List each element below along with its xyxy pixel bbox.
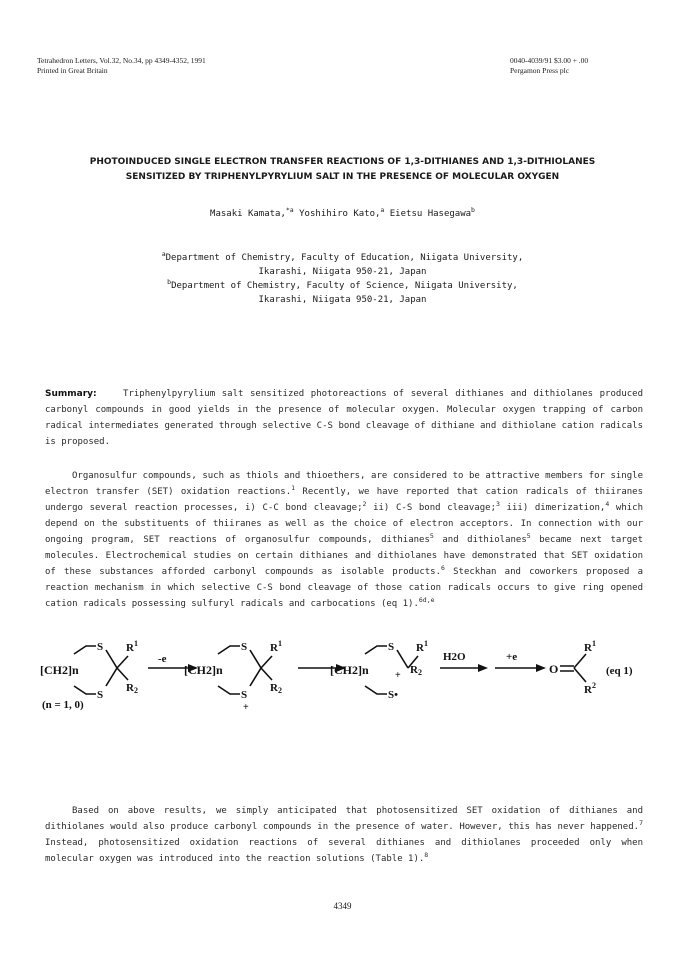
ref-3: 3 (495, 500, 500, 508)
ring1-sulfur-bonds (106, 650, 117, 686)
intro-paragraph: Organosulfur compounds, such as thiols and thioethers, are considered to be attractive members for single electron transfer (SET) oxidation reactions.$^1$ Recently, we have reported that cation radicals of thiiranes undergo several reaction processes, i) C-C bond cleavage;$^2$ ii) C-S bond cleavage;$^3$ iii) dimerization,$^4$ which depend on the substituents of thiiranes as well as the choice of electron acceptors. In connection with our ongoing program, SET reactions of organosulfur compounds, dithianes$^5$ and dithiolanes$^5$ became next target molecules. Electrochemical studies on certain dithianes and dithiolanes have demonstrated that SET oxidation of these substances afforded carbonyl compounds as isolable products.$^6$ Steckhan and coworkers proposed a reaction mechanism in which selective C-S bond cleavage of those cation radicals occurs to give ring opened cation radicals possessing sulfuryl radicals and carbocations (eq 1).$^{6d,e}$ (45, 471, 643, 609)
carbonyl-double-bond (560, 666, 574, 671)
paper-title (0, 155, 685, 185)
results-paragraph: Based on above results, we simply anticipated that photosensitized SET oxidation of dithianes and dithiolanes would also produce carbonyl compounds in the presence of water. However, this has never happened.$^7$ Instead, photosensitized oxidation reactions of several dithianes and dithiolanes proceeded only when molecular oxygen was introduced into the reaction solutions (Table 1).$^8$ (45, 806, 643, 864)
ring1-bottom-bond (74, 686, 96, 694)
ring1-r1-bond (117, 656, 128, 668)
journal-citation: Tetrahedron Letters, Vol.32, No.34, pp 4349-4352, 1991 (37, 56, 206, 65)
ref-7: 7 (639, 819, 643, 827)
ring3-top-bond (365, 646, 387, 654)
ring2-ch2n: [CH2]n (184, 663, 223, 677)
author-list (0, 206, 685, 219)
ring1-r2: R (126, 682, 134, 694)
ring2-r2: R (270, 682, 278, 694)
ref-2: 2 (362, 500, 367, 508)
title-line-1: PHOTOINDUCED SINGLE ELECTRON TRANSFER REACTIONS OF 1,3-DITHIANES AND 1,3-DITHIOLANES (89, 157, 596, 167)
ring2-r1-bond (261, 656, 272, 668)
ref-1: 1 (291, 484, 296, 492)
affiliation-a-line-1: $^a$Department of Chemistry, Faculty of Education, Niigata University, (161, 250, 524, 263)
ref-8: 8 (424, 851, 429, 859)
author-hasegawa: Eietsu Hasegawa (389, 209, 472, 219)
equation-label: (eq 1) (606, 665, 633, 677)
carbonyl-r1-bond (574, 654, 586, 668)
product-r2: R (584, 684, 592, 696)
step-reduction: +e (506, 651, 518, 663)
ring1-s-top: S (97, 641, 104, 653)
summary-paragraph (45, 386, 643, 450)
affiliation-a-line-2: Ikarashi, Niigata 950-21, Japan (258, 267, 427, 277)
ring3-r1-sup: 1 (424, 639, 428, 648)
ring2-sulfur-bonds (250, 650, 261, 686)
ref-5a: 5 (429, 532, 434, 540)
ring3-r2-sub: 2 (418, 668, 422, 677)
ring1-ch2n: [CH2]n (40, 663, 79, 677)
ring2-r2-bond (261, 668, 272, 680)
ref-5b: 5 (526, 532, 531, 540)
ring3-bottom-bond (365, 686, 387, 694)
ring2-r1-sup: 1 (278, 639, 282, 648)
arrow-4-head (536, 664, 546, 672)
page-number: 4349 (333, 901, 352, 911)
ring2-top-bond (218, 646, 240, 654)
ring3-r2: R (410, 664, 418, 676)
running-header-left (37, 56, 206, 76)
author-kamata: Masaki Kamata, (210, 209, 286, 219)
ring3-s-radical: S• (388, 689, 398, 701)
product-r2-sup: 2 (592, 681, 596, 690)
ring3-cation: + (395, 670, 401, 681)
ring3-ch2n: [CH2]n (330, 663, 369, 677)
ring2-r1: R (270, 642, 278, 654)
affiliation-b-line-1: $^b$Department of Chemistry, Faculty of Science, Niigata University, (167, 278, 518, 291)
ring1-r2-sub: 2 (134, 686, 138, 695)
ring1-r1: R (126, 642, 134, 654)
carbonyl-r2-bond (574, 668, 586, 682)
ref-6: 6 (441, 564, 445, 572)
summary-text: Triphenylpyrylium salt sensitized photoreactions of several dithianes and dithiolanes produced carbonyl compounds in good yields in the presence of molecular oxygen. Molecular oxygen trapping of carbon radical intermediates generated through selective C-S bond cleavage of dithiane and dithiolane cation radicals is proposed. (45, 389, 643, 447)
author-kato: Yoshihiro Kato, (299, 209, 381, 219)
ring2-s-bottom: S (241, 689, 248, 701)
author-kato-affil: a (380, 206, 385, 214)
ring1-s-bottom: S (97, 689, 104, 701)
title-line-2: SENSITIZED BY TRIPHENYLPYRYLIUM SALT IN THE PRESENCE OF MOLECULAR OXYGEN (125, 172, 560, 182)
ring2-radical-cation: + (243, 702, 249, 713)
publisher: Pergamon Press plc (510, 66, 570, 75)
ring3-s-c-bond (397, 650, 408, 668)
step-oxidation: -e (158, 653, 167, 665)
ref-4: 4 (605, 500, 610, 508)
ring2-s-top: S (241, 641, 248, 653)
author-kamata-affil: *a (285, 206, 294, 214)
ring1-r1-sup: 1 (134, 639, 138, 648)
arrow-3-head (478, 664, 488, 672)
n-values: (n = 1, 0) (42, 699, 84, 711)
step-water: H2O (443, 651, 466, 663)
price-code: 0040-4039/91 $3.00 + .00 (510, 56, 589, 65)
product-r1-sup: 1 (592, 639, 596, 648)
affiliations (0, 251, 685, 307)
running-header-right (510, 56, 588, 76)
ring3-r1: R (416, 642, 424, 654)
ring2-r2-sub: 2 (278, 686, 282, 695)
ring3-s-top: S (388, 641, 395, 653)
ring2-bottom-bond (218, 686, 240, 694)
reaction-scheme-eq1 (40, 636, 650, 738)
ref-6de: 6d,e (418, 596, 435, 604)
ring1-top-bond (74, 646, 96, 654)
ring1-r2-bond (117, 668, 128, 680)
printed-note: Printed in Great Britain (37, 66, 108, 75)
carbonyl-oxygen: O (549, 662, 559, 676)
summary-label: Summary: (45, 389, 97, 399)
product-r1: R (584, 642, 592, 654)
affiliation-b-line-2: Ikarashi, Niigata 950-21, Japan (258, 295, 427, 305)
author-hasegawa-affil: b (471, 206, 475, 214)
